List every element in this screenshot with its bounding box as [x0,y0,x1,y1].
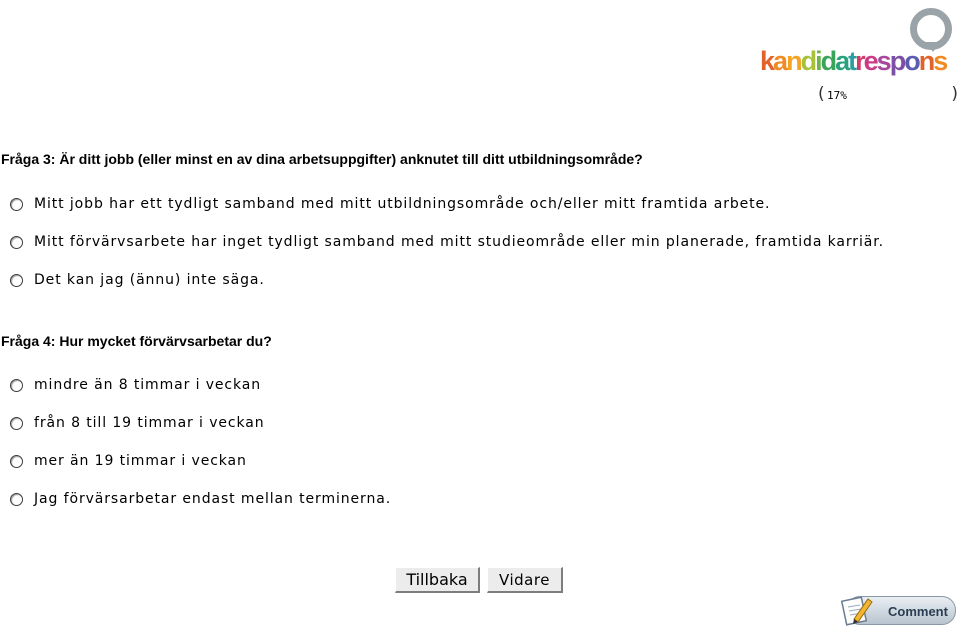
q3-option-3[interactable] [10,272,265,288]
logo-letter: s [933,46,947,76]
back-button[interactable]: Tillbaka [395,567,480,593]
option-label: Mitt förvärvsarbete har inget tydligt samband med mitt studieområde eller min planerade, framtida karriär. [34,234,884,250]
progress-left-bracket: ( [818,84,825,104]
logo-letter: r [855,46,864,76]
logo-letter: e [863,46,877,76]
next-button[interactable]: Vidare [487,567,563,593]
q4-option-3[interactable] [10,453,247,469]
logo-letter: t [848,46,856,76]
logo-wordmark [760,46,946,77]
question-4-title: Fråga 4: Hur mycket förvärvsarbetar du? [1,333,272,349]
radio-button[interactable] [10,455,23,468]
option-label: Jag förvärsarbetar endast mellan terminerna. [34,491,392,507]
radio-button[interactable] [10,417,23,430]
logo-letter: p [889,46,905,76]
option-label: mindre än 8 timmar i veckan [34,377,262,393]
radio-button[interactable] [10,379,23,392]
progress-indicator [818,86,958,104]
question-3-title: Fråga 3: Är ditt jobb (eller minst en av dina arbetsuppgifter) anknutet till ditt utbildningsområde? [1,151,643,167]
logo-letter: o [904,46,919,76]
option-label: från 8 till 19 timmar i veckan [34,415,265,431]
radio-button[interactable] [10,274,23,287]
logo-letter: a [773,46,787,76]
q4-option-1[interactable] [10,377,261,393]
q3-option-1[interactable] [10,196,770,212]
progress-label: 17% [827,89,847,102]
pencil-paper-icon [840,593,874,627]
logo-letter: k [760,46,774,76]
q3-option-2[interactable] [10,234,884,250]
logo-letter: d [800,46,816,76]
radio-button[interactable] [10,493,23,506]
logo-letter: s [876,46,890,76]
comment-button[interactable] [840,593,957,629]
comment-label: Comment [888,604,948,619]
progress-right-bracket: ) [951,84,958,104]
logo-letter: d [820,46,836,76]
logo-letter: a [835,46,849,76]
radio-button[interactable] [10,198,23,211]
option-label: mer än 19 timmar i veckan [34,453,247,469]
logo-letter: n [786,46,801,76]
radio-button[interactable] [10,236,23,249]
kandidatrespons-logo [760,6,955,86]
q4-option-2[interactable] [10,415,265,431]
logo-letter: n [918,46,934,76]
option-label: Mitt jobb har ett tydligt samband med mitt utbildningsområde och/eller mitt framtida arbete. [34,196,771,212]
q4-option-4[interactable] [10,491,391,507]
option-label: Det kan jag (ännu) inte säga. [34,272,265,288]
logo-letter: i [815,46,821,76]
